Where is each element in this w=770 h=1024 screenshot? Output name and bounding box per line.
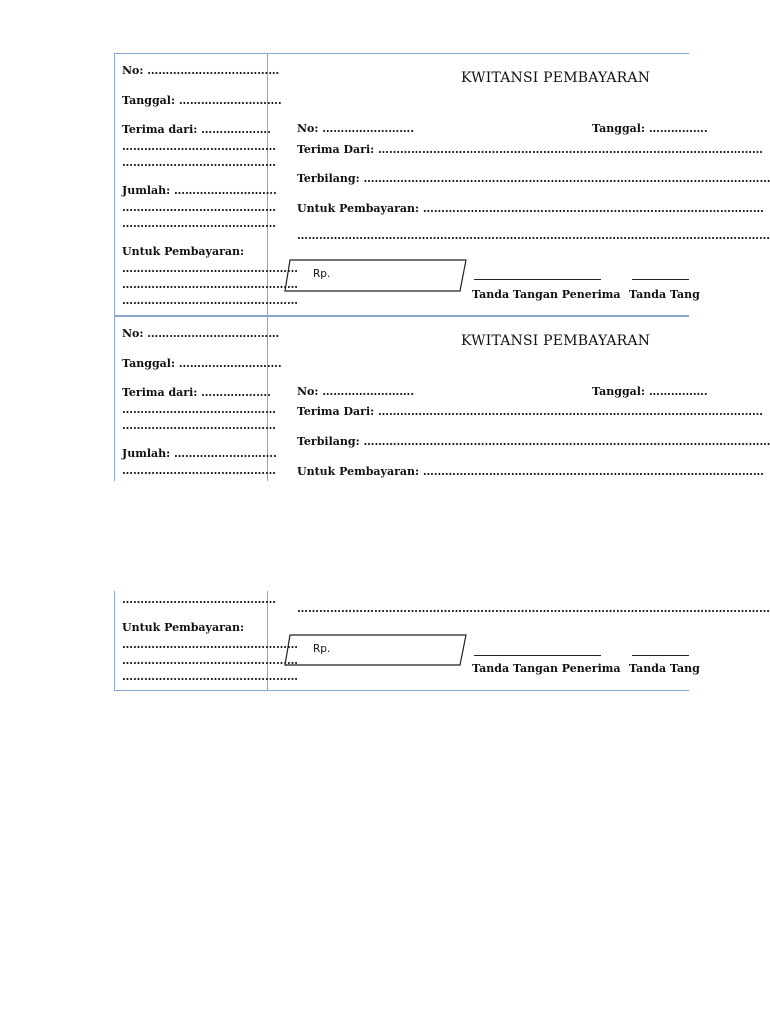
signature-line-payer (632, 655, 689, 656)
stub-no: No: ……………………………… (122, 327, 280, 340)
receipt-title: KWITANSI PEMBAYARAN (461, 70, 651, 86)
signature-line-receiver (474, 655, 601, 656)
main-tanggal: Tanggal: ……………. (592, 122, 708, 135)
stub-dots-line: ………………………………………… (122, 294, 298, 307)
main-no: No: ……………………. (297, 385, 415, 398)
stub-dots-line: …………………………………… (122, 403, 276, 416)
main-terbilang: Terbilang: ………………………………………………………………………………………………… (297, 172, 770, 185)
stub-no: No: ……………………………… (122, 64, 280, 77)
signature-receiver-label: Tanda Tangan Penerima (472, 662, 621, 675)
main-untuk-pembayaran: Untuk Pembayaran: ………………………………………………………………………………… (297, 465, 764, 478)
main-no: No: ……………………. (297, 122, 415, 135)
signature-payer-label: Tanda Tang (629, 288, 700, 301)
stub-tanggal: Tanggal: ………………………. (122, 357, 282, 370)
stub-dots-line: …………………………………… (122, 217, 276, 230)
stub-dots-line: ………………………………………… (122, 654, 298, 667)
main-terima-dari: Terima Dari: …………………………………………………………………………………………… (297, 143, 764, 156)
main-tanggal: Tanggal: ……………. (592, 385, 708, 398)
stub-tanggal: Tanggal: ………………………. (122, 94, 282, 107)
stub-dots-line: ………………………………………… (122, 638, 298, 651)
stub-terima-dari: Terima dari: ………………. (122, 386, 272, 399)
stub-dots-line: …………………………………… (122, 419, 276, 432)
main-untuk-pembayaran: Untuk Pembayaran: ………………………………………………………………………………… (297, 202, 764, 215)
amount-rp-label: Rp. (313, 643, 331, 655)
receipt-title: KWITANSI PEMBAYARAN (461, 333, 651, 349)
stub-dots-line: …………………………………… (122, 140, 276, 153)
main-terima-dari: Terima Dari: …………………………………………………………………………………………… (297, 405, 764, 418)
stub-jumlah: Jumlah: ………………………. (122, 447, 277, 460)
main-dots-full: ………………………………………………………………………………………………………………… (297, 229, 770, 242)
signature-receiver-label: Tanda Tangan Penerima (472, 288, 621, 301)
stub-dots-line: …………………………………… (122, 156, 276, 169)
stub-dots-line: ………………………………………… (122, 262, 298, 275)
stub-dots-line: …………………………………… (122, 201, 276, 214)
stub-dots-line: ………………………………………… (122, 278, 298, 291)
stub-untuk-pembayaran: Untuk Pembayaran: (122, 621, 245, 634)
stub-dots-line: ………………………………………… (122, 670, 298, 683)
stub-untuk-pembayaran: Untuk Pembayaran: (122, 245, 245, 258)
stub-dots-line: …………………………………… (122, 593, 276, 606)
stub-dots-line: …………………………………… (122, 464, 276, 477)
stub-jumlah: Jumlah: ………………………. (122, 184, 277, 197)
amount-rp-label: Rp. (313, 268, 331, 280)
main-terbilang: Terbilang: ………………………………………………………………………………………………… (297, 435, 770, 448)
signature-payer-label: Tanda Tang (629, 662, 700, 675)
main-dots-full: ………………………………………………………………………………………………………………… (297, 602, 770, 615)
stub-terima-dari: Terima dari: ………………. (122, 123, 272, 136)
